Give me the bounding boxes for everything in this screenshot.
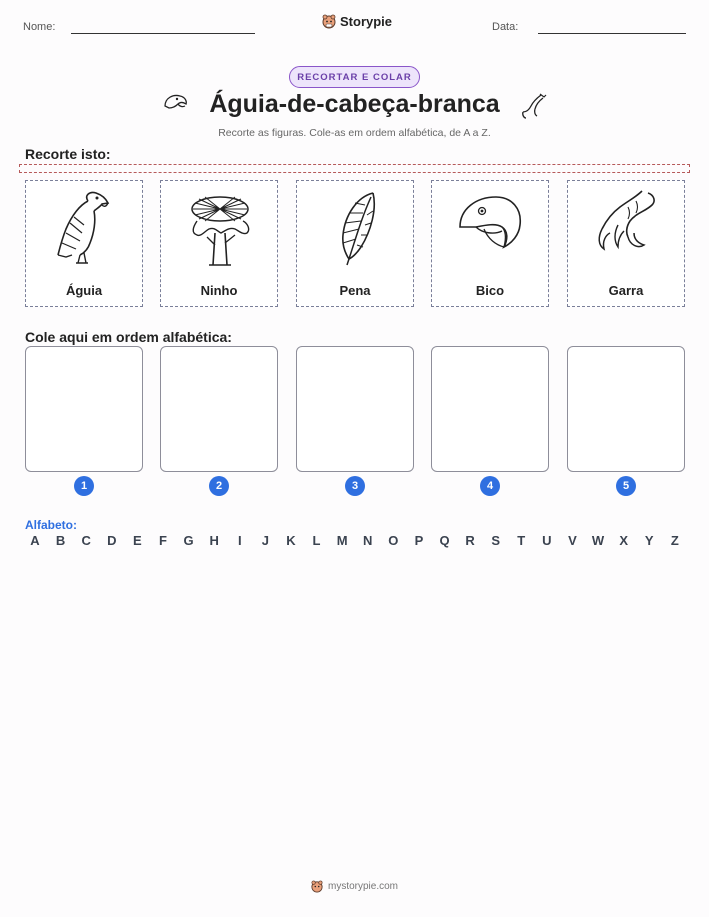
alphabet-letter: D xyxy=(107,533,117,548)
alphabet-letter: T xyxy=(517,533,526,548)
card-label: Ninho xyxy=(200,283,238,298)
slot-number-4: 4 xyxy=(480,476,500,496)
cut-card-feather[interactable] xyxy=(296,180,414,307)
paste-slot-1[interactable] xyxy=(25,346,143,472)
alphabet-letter: C xyxy=(81,533,91,548)
cut-section-label: Recorte isto: xyxy=(25,146,111,162)
name-line[interactable] xyxy=(71,33,255,34)
paste-slot-2[interactable] xyxy=(160,346,278,472)
talon-title-icon xyxy=(519,92,549,120)
alphabet-letter: M xyxy=(336,533,348,548)
paste-section-label: Cole aqui em ordem alfabética: xyxy=(25,329,232,345)
alphabet-letter: Y xyxy=(644,533,654,548)
alphabet-letter: I xyxy=(237,533,242,548)
alphabet-label: Alfabeto: xyxy=(25,518,77,532)
name-label: Nome: xyxy=(23,21,56,33)
card-label: Bico xyxy=(475,283,505,298)
alphabet-letter: U xyxy=(542,533,552,548)
page-title: Águia-de-cabeça-branca xyxy=(209,90,500,118)
slot-number-5: 5 xyxy=(616,476,636,496)
paste-slot-3[interactable] xyxy=(296,346,414,472)
alphabet-letter: H xyxy=(209,533,219,548)
alphabet-letter: Z xyxy=(670,533,679,548)
alphabet-letter: S xyxy=(491,533,501,548)
storypie-mascot-icon xyxy=(322,14,336,29)
cut-card-talon[interactable] xyxy=(567,180,685,307)
alphabet-letter: J xyxy=(261,533,269,548)
alphabet-letter: X xyxy=(619,533,628,548)
beak-icon xyxy=(456,189,526,269)
alphabet-letter: R xyxy=(465,533,475,548)
card-label: Pena xyxy=(339,283,371,298)
slot-number-2: 2 xyxy=(209,476,229,496)
alphabet-letter: K xyxy=(286,533,296,548)
cut-line xyxy=(19,164,690,173)
brand-name: Storypie xyxy=(340,14,393,29)
talon-icon xyxy=(592,189,662,269)
footer-url[interactable]: mystorypie.com xyxy=(327,881,398,892)
alphabet-letter: F xyxy=(158,533,167,548)
alphabet-letter: E xyxy=(133,533,142,548)
cut-card-beak[interactable] xyxy=(431,180,549,307)
paste-slot-4[interactable] xyxy=(431,346,549,472)
alphabet-letter: A xyxy=(30,533,40,548)
eagle-icon xyxy=(50,189,120,269)
card-label: Águia xyxy=(65,283,103,298)
alphabet-letter: L xyxy=(312,533,321,548)
alphabet-letter: Q xyxy=(439,533,450,548)
slot-number-1: 1 xyxy=(74,476,94,496)
cut-card-eagle[interactable] xyxy=(25,180,143,307)
cut-card-nest[interactable] xyxy=(160,180,278,307)
alphabet-letter: G xyxy=(183,533,194,548)
footer xyxy=(0,880,709,893)
paste-slot-5[interactable] xyxy=(567,346,685,472)
alphabet-letter: V xyxy=(568,533,577,548)
alphabet-row xyxy=(25,533,685,548)
nest-icon xyxy=(185,189,255,269)
alphabet-letter: P xyxy=(414,533,424,548)
feather-icon xyxy=(321,189,391,269)
activity-badge: RECORTAR E COLAR xyxy=(289,66,420,88)
alphabet-letter: B xyxy=(55,533,66,548)
brand-logo xyxy=(322,14,392,29)
alphabet-letter: O xyxy=(388,533,399,548)
slot-number-3: 3 xyxy=(345,476,365,496)
instructions: Recorte as figuras. Cole-as em ordem alfabética, de A a Z. xyxy=(218,127,491,139)
date-line[interactable] xyxy=(538,33,686,34)
date-label: Data: xyxy=(492,21,519,33)
card-label: Garra xyxy=(608,283,644,298)
alphabet-letter: N xyxy=(363,533,373,548)
storypie-mascot-icon xyxy=(311,880,323,893)
alphabet-letter: W xyxy=(591,533,605,548)
